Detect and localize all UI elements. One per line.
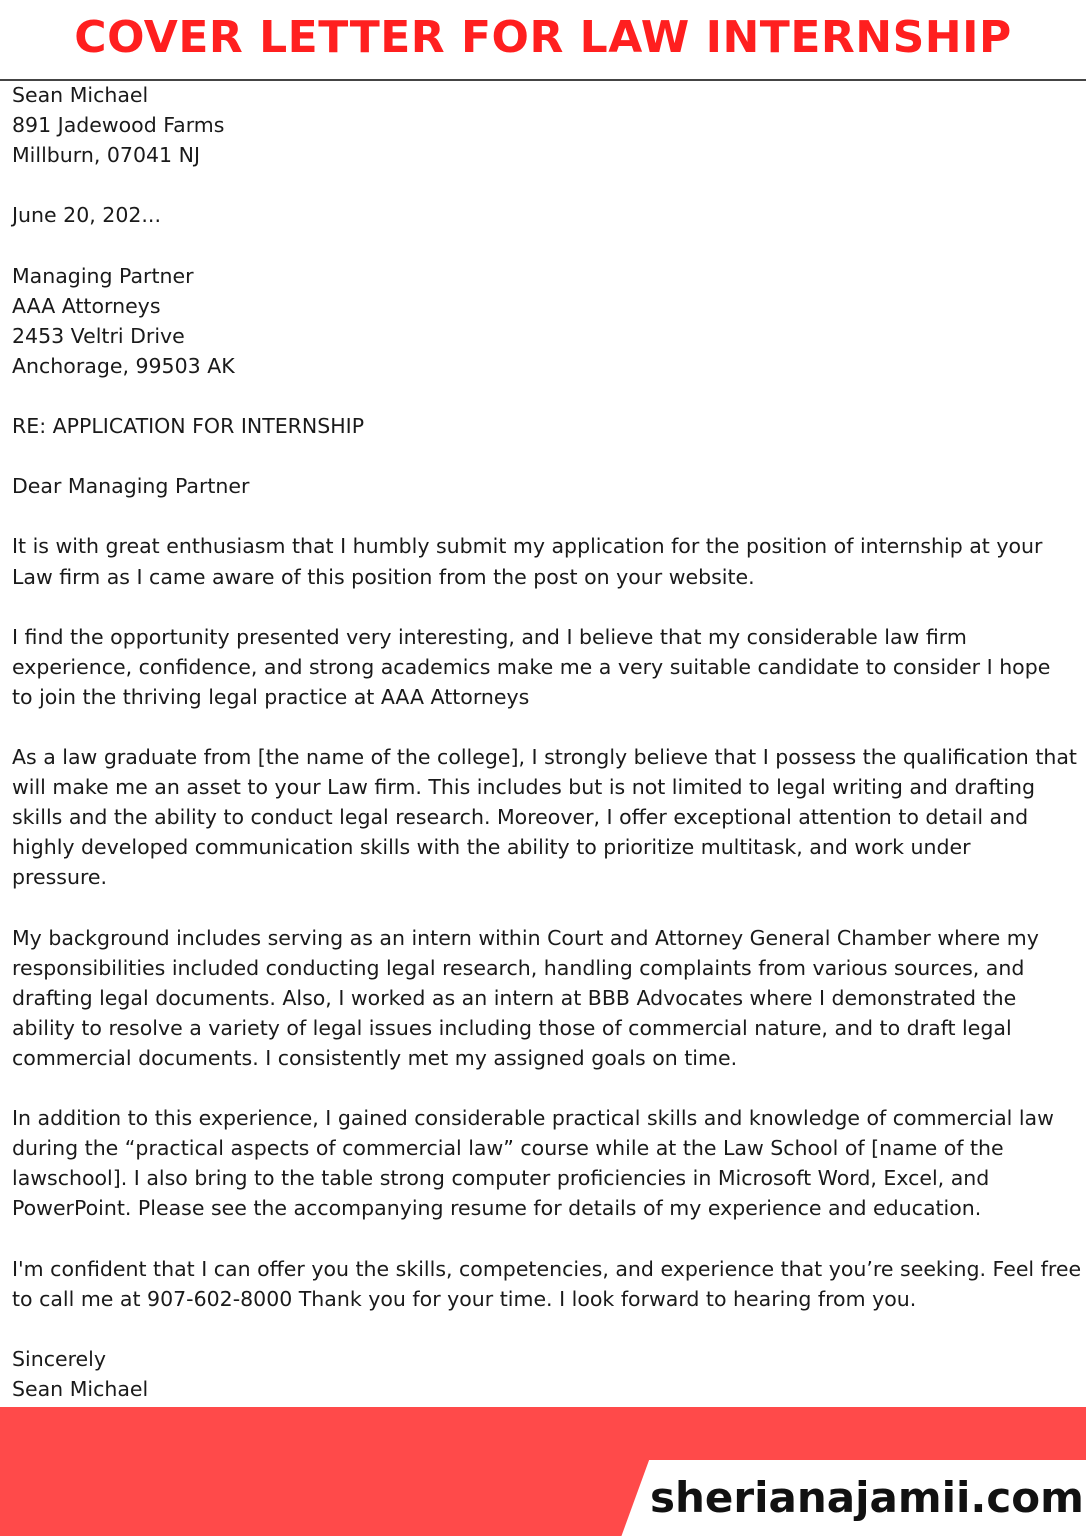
- closing: [12, 1344, 1076, 1404]
- body-line: during the “practical aspects of commercial law” course while at the Law School of [name of the: [12, 1136, 1004, 1161]
- signature-name: Sean Michael: [12, 1377, 149, 1402]
- body-line: responsibilities included conducting legal research, handling complaints from various sources, and: [12, 955, 1025, 980]
- website-label: sherianajamii.com: [650, 1473, 1084, 1522]
- body-paragraph-2: [12, 622, 1076, 712]
- body-line: skills and the ability to conduct legal research. Moreover, I offer exceptional attention to detail and: [12, 805, 1029, 830]
- body-line: pressure.: [12, 865, 108, 890]
- sender-street: 891 Jadewood Farms: [12, 113, 225, 138]
- body-paragraph-5: [12, 1103, 1076, 1223]
- body-line: I find the opportunity presented very interesting, and I believe that my considerable law firm: [12, 624, 967, 649]
- body-line: In addition to this experience, I gained considerable practical skills and knowledge of commercial law: [12, 1106, 1054, 1131]
- body-paragraph-4: [12, 923, 1076, 1073]
- body-line: to call me at 907-602-8000 Thank you for your time. I look forward to hearing from you.: [12, 1286, 917, 1311]
- body-line: My background includes serving as an intern within Court and Attorney General Chamber where my: [12, 925, 1039, 950]
- body-line: I'm confident that I can offer you the skills, competencies, and experience that you’re seeking. Feel free: [12, 1256, 1082, 1281]
- body-line: to join the thriving legal practice at AAA Attorneys: [12, 684, 530, 709]
- recipient-title: Managing Partner: [12, 263, 194, 288]
- page-title: COVER LETTER FOR LAW INTERNSHIP: [74, 12, 1012, 63]
- body-line: commercial documents. I consistently met my assigned goals on time.: [12, 1046, 738, 1070]
- salutation-text: Dear Managing Partner: [12, 474, 250, 499]
- body-paragraph-6: [12, 1254, 1082, 1314]
- letter-date: [12, 200, 1076, 230]
- valediction: Sincerely: [12, 1346, 107, 1371]
- body-line: lawschool]. I also bring to the table strong computer proficiencies in Microsoft Word, Excel, and: [12, 1166, 990, 1191]
- sender-address: [12, 80, 1076, 170]
- recipient-city: Anchorage, 99503 AK: [12, 353, 235, 378]
- recipient-street: 2453 Veltri Drive: [12, 323, 185, 348]
- body-line: drafting legal documents. Also, I worked as an intern at BBB Advocates where I demonstrated the: [12, 985, 1017, 1010]
- subject-line: [12, 411, 1076, 441]
- body-line: experience, confidence, and strong academics make me a very suitable candidate to consider I hope: [12, 654, 1051, 679]
- sender-city: Millburn, 07041 NJ: [12, 143, 200, 168]
- body-line: As a law graduate from [the name of the college], I strongly believe that I possess the qualification that: [12, 745, 1077, 770]
- letter-body: [12, 80, 1082, 1404]
- body-paragraph-1: [12, 531, 1076, 591]
- body-line: will make me an asset to your Law firm. This includes but is not limited to legal writing and drafting: [12, 775, 1036, 800]
- body-paragraph-3: [12, 742, 1076, 892]
- body-line: ability to resolve a variety of legal issues including those of commercial nature, and to draft legal: [12, 1015, 1012, 1040]
- sender-name: Sean Michael: [12, 83, 149, 107]
- body-line: It is with great enthusiasm that I humbly submit my application for the position of internship at your: [12, 534, 1043, 559]
- recipient-address: [12, 261, 1076, 381]
- body-line: highly developed communication skills with the ability to prioritize multitask, and work under: [12, 835, 971, 860]
- body-line: PowerPoint. Please see the accompanying resume for details of my experience and education.: [12, 1196, 982, 1221]
- recipient-company: AAA Attorneys: [12, 293, 161, 318]
- subject-text: RE: APPLICATION FOR INTERNSHIP: [12, 414, 365, 439]
- body-line: Law firm as I came aware of this position from the post on your website.: [12, 564, 755, 589]
- date-text: June 20, 202...: [12, 203, 161, 228]
- salutation: [12, 471, 1076, 501]
